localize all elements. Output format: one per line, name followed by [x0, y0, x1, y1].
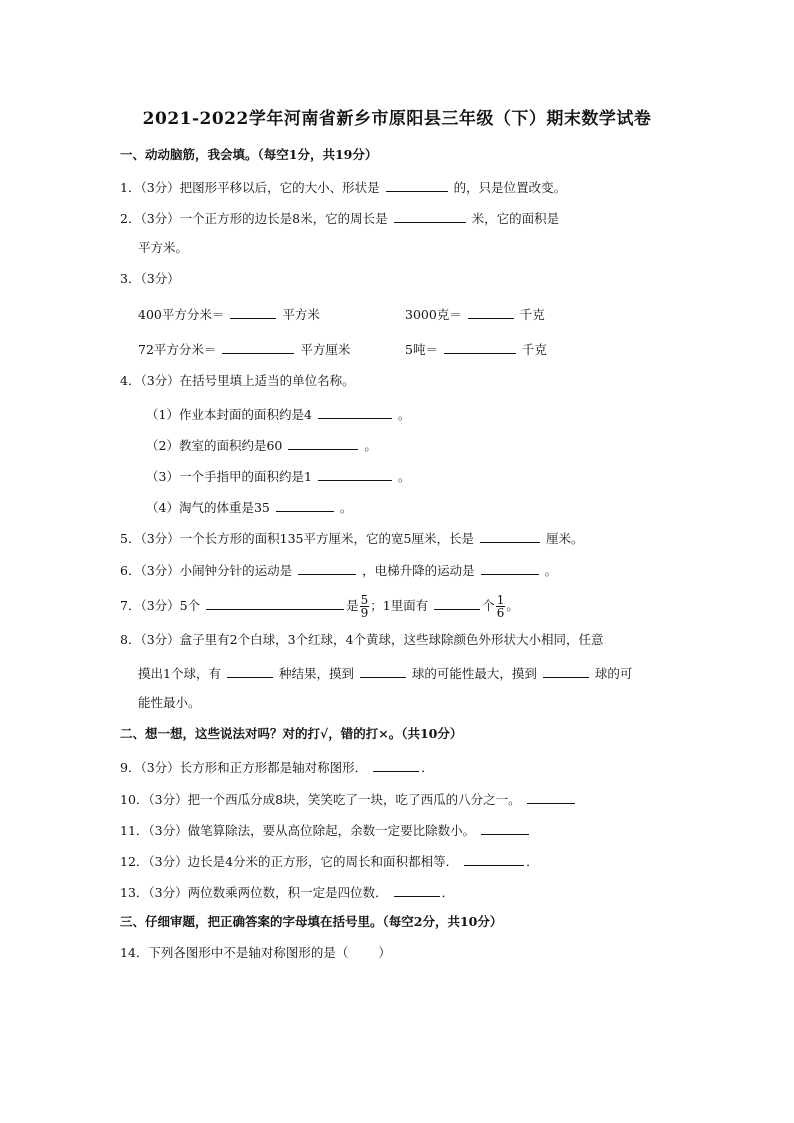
question-1	[120, 178, 566, 196]
question-11	[120, 821, 531, 839]
section-1-heading: 一、动动脑筋，我会填。（每空1分，共19分）	[120, 147, 378, 162]
answer-blank[interactable]	[434, 596, 480, 610]
question-7	[120, 594, 519, 619]
question-text: （4）淘气的体重是35	[146, 500, 270, 515]
question-3-heading: 3．（3分）	[120, 271, 180, 286]
question-3-row-1a	[138, 305, 320, 323]
question-13	[120, 883, 454, 901]
question-8-line-3: 能性最小。	[138, 695, 201, 710]
answer-blank[interactable]	[230, 305, 276, 319]
question-text: 1．（3分）把图形平移以后，它的大小、形状是	[120, 180, 380, 195]
page-title: 2021-2022学年河南省新乡市原阳县三年级（下）期末数学试卷	[142, 109, 652, 129]
question-text: 11．（3分）做笔算除法，要从高位除起，余数一定要比除数小。	[120, 823, 476, 838]
fraction-five-ninths	[360, 594, 370, 619]
question-text: （2）教室的面积约是60	[146, 438, 283, 453]
question-3-row-2b	[405, 340, 547, 358]
question-text: 。	[544, 563, 558, 578]
answer-blank[interactable]	[394, 883, 440, 897]
answer-blank[interactable]	[206, 596, 344, 610]
answer-blank[interactable]	[276, 498, 334, 512]
question-text: 是	[346, 598, 359, 613]
answer-blank[interactable]	[318, 467, 392, 481]
question-text: 。	[397, 469, 411, 484]
question-2-cont: 平方米。	[138, 240, 189, 255]
question-12	[120, 852, 539, 870]
question-text: 13．（3分）两位数乘两位数，积一定是四位数．	[120, 885, 388, 900]
answer-blank[interactable]	[468, 305, 514, 319]
section-3-heading: 三、仔细审题，把正确答案的字母填在括号里。（每空2分，共10分）	[120, 914, 503, 929]
question-4-sub-1	[146, 405, 410, 423]
question-text: （3）一个手指甲的面积约是1	[146, 469, 312, 484]
question-text: 3000克＝	[405, 307, 462, 322]
question-text: 平方厘米	[300, 342, 351, 357]
answer-blank[interactable]	[481, 821, 529, 835]
fraction-one-sixth	[496, 594, 506, 619]
answer-blank[interactable]	[480, 529, 540, 543]
question-text: 球的可	[594, 666, 633, 681]
answer-blank[interactable]	[444, 340, 516, 354]
question-14	[120, 945, 391, 961]
question-text: ；1里面有	[370, 598, 429, 613]
answer-blank[interactable]	[394, 209, 466, 223]
answer-blank[interactable]	[481, 561, 539, 575]
question-6	[120, 561, 557, 579]
answer-blank[interactable]	[386, 178, 448, 192]
question-8-line-1: 8．（3分）盒子里有2个白球，3个红球，4个黄球，这些球除颜色外形状大小相同，任意	[120, 632, 604, 647]
question-text: 厘米。	[545, 531, 584, 546]
question-4-sub-4	[146, 498, 352, 516]
question-8-line-2	[138, 664, 632, 682]
answer-blank[interactable]	[543, 664, 589, 678]
answer-blank[interactable]	[318, 405, 392, 419]
answer-blank[interactable]	[222, 340, 294, 354]
question-10	[120, 790, 577, 808]
fraction-numerator: 1	[496, 593, 505, 607]
question-text: ）	[378, 945, 391, 960]
question-text: 72平方分米＝	[138, 342, 217, 357]
question-text: 5吨＝	[405, 342, 438, 357]
question-3-row-1b	[405, 305, 545, 323]
question-text: 400平方分米＝	[138, 307, 225, 322]
section-2-heading: 二、想一想，这些说法对吗？对的打√，错的打×。（共10分）	[120, 726, 463, 741]
answer-blank[interactable]	[360, 664, 406, 678]
question-text: ．	[526, 854, 539, 869]
question-text: 5．（3分）一个长方形的面积135平方厘米，它的宽5厘米，长是	[120, 531, 474, 546]
fraction-denominator: 9	[360, 606, 369, 620]
fraction-denominator: 6	[496, 606, 505, 620]
question-text: 。	[339, 500, 353, 515]
question-text: 千克	[521, 342, 547, 357]
question-5	[120, 529, 583, 547]
question-3-row-2a	[138, 340, 350, 358]
question-text: 千克	[519, 307, 545, 322]
answer-blank[interactable]	[288, 436, 358, 450]
question-text: ，电梯升降的运动是	[362, 563, 475, 578]
fraction-numerator: 5	[360, 593, 369, 607]
question-2	[120, 209, 559, 227]
question-text: ．	[441, 885, 455, 900]
question-text: 10．（3分）把一个西瓜分成8块，笑笑吃了一块，吃了西瓜的八分之一。	[120, 792, 521, 807]
question-text: 7．（3分）5个	[120, 598, 201, 613]
question-text: 9．（3分）长方形和正方形都是轴对称图形．	[120, 760, 368, 775]
question-text: 。	[506, 598, 519, 613]
question-text: 2．（3分）一个正方形的边长是8米，它的周长是	[120, 211, 388, 226]
question-text: 球的可能性最大，摸到	[411, 666, 537, 681]
question-9	[120, 758, 434, 776]
question-text: 的，只是位置改变。	[453, 180, 567, 195]
question-text: 。	[397, 407, 411, 422]
question-text: 6．（3分）小闹钟分针的运动是	[120, 563, 293, 578]
question-text: ．	[421, 760, 434, 775]
question-4-sub-3	[146, 467, 410, 485]
question-text: 摸出1个球，有	[138, 666, 221, 681]
question-text: （1）作业本封面的面积约是4	[146, 407, 312, 422]
question-text: 种结果，摸到	[278, 666, 354, 681]
question-4-heading: 4．（3分）在括号里填上适当的单位名称。	[120, 373, 355, 388]
answer-blank[interactable]	[298, 561, 356, 575]
question-text: 平方米	[282, 307, 320, 322]
question-text: 12．（3分）边长是4分米的正方形，它的周长和面积都相等．	[120, 854, 459, 869]
answer-blank[interactable]	[227, 664, 273, 678]
question-text: 。	[364, 438, 377, 453]
question-text: 米，它的面积是	[471, 211, 560, 226]
answer-blank[interactable]	[527, 790, 575, 804]
question-text: 个	[482, 598, 495, 613]
question-4-sub-2	[146, 436, 377, 454]
answer-blank[interactable]	[373, 758, 419, 772]
question-text: 14．下列各图形中不是轴对称图形的是（	[120, 945, 349, 960]
answer-blank[interactable]	[464, 852, 524, 866]
